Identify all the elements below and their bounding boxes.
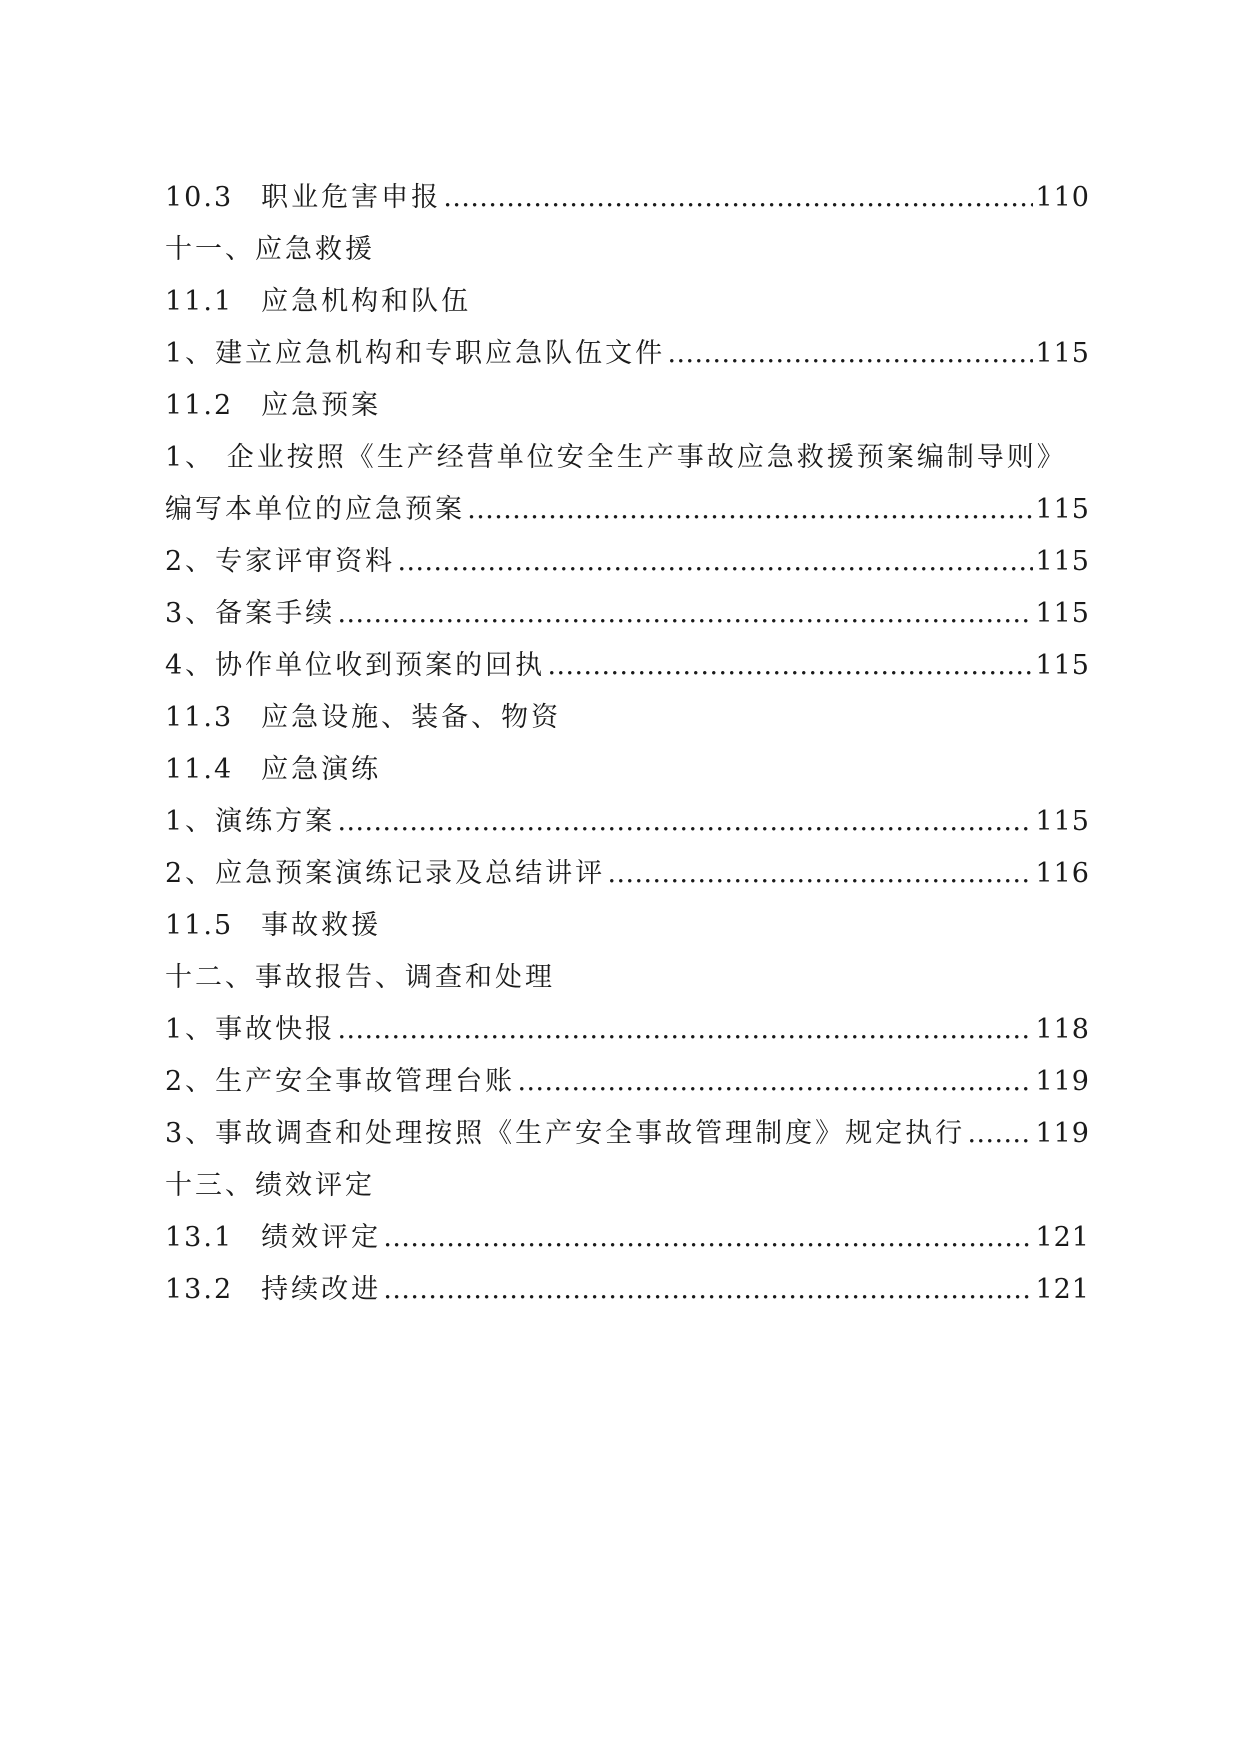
entry-title: 2、生产安全事故管理台账 <box>165 1066 516 1097</box>
page-number: 121 <box>1035 1222 1090 1253</box>
entry-title: 1、演练方案 <box>165 806 336 837</box>
page-number: 115 <box>1035 806 1090 837</box>
toc-chapter-13[interactable] <box>165 1160 1090 1212</box>
entry-title: 应急设施、装备、物资 <box>261 702 562 733</box>
chapter-title: 十三、绩效评定 <box>165 1170 375 1201</box>
toc-entry-13-1[interactable] <box>165 1212 1090 1264</box>
section-number: 11.5 <box>165 910 234 941</box>
entry-title: 1、事故快报 <box>165 1014 336 1045</box>
entry-title: 职业危害申报 <box>261 182 442 213</box>
entry-title: 应急演练 <box>261 754 382 785</box>
dot-leader <box>607 848 1033 900</box>
dot-leader <box>383 1212 1033 1264</box>
page-number: 115 <box>1035 650 1090 681</box>
toc-item[interactable] <box>165 848 1090 900</box>
page-number: 115 <box>1035 546 1090 577</box>
dot-leader <box>967 1108 1033 1160</box>
section-number: 11.3 <box>165 702 234 733</box>
entry-title: 4、协作单位收到预案的回执 <box>165 650 546 681</box>
entry-title: 3、事故调查和处理按照《生产安全事故管理制度》规定执行 <box>165 1118 966 1149</box>
section-number: 11.4 <box>165 754 234 785</box>
toc-chapter-11[interactable] <box>165 224 1090 276</box>
section-number: 13.2 <box>165 1274 234 1305</box>
entry-title: 持续改进 <box>261 1274 382 1305</box>
toc-entry-11-2[interactable] <box>165 380 1090 432</box>
table-of-contents <box>165 172 1090 1316</box>
toc-entry-11-3[interactable] <box>165 692 1090 744</box>
toc-entry-13-2[interactable] <box>165 1264 1090 1316</box>
toc-chapter-12[interactable] <box>165 952 1090 1004</box>
page-number: 115 <box>1035 494 1090 525</box>
section-number: 10.3 <box>165 182 234 213</box>
toc-item-multiline[interactable] <box>165 432 1090 536</box>
chapter-title: 十二、事故报告、调查和处理 <box>165 962 555 993</box>
dot-leader <box>397 536 1033 588</box>
page-number: 115 <box>1035 598 1090 629</box>
entry-title: 2、应急预案演练记录及总结讲评 <box>165 858 606 889</box>
toc-entry-10-3[interactable] <box>165 172 1090 224</box>
toc-item[interactable] <box>165 640 1090 692</box>
toc-entry-11-5[interactable] <box>165 900 1090 952</box>
entry-title: 1、 企业按照《生产经营单位安全生产事故应急救援预案编制导则》 <box>165 442 1067 473</box>
section-number: 11.1 <box>165 286 234 317</box>
entry-title: 绩效评定 <box>261 1222 382 1253</box>
toc-entry-11-4[interactable] <box>165 744 1090 796</box>
entry-title: 应急机构和队伍 <box>261 286 472 317</box>
page-number: 110 <box>1035 182 1090 213</box>
toc-entry-11-1[interactable] <box>165 276 1090 328</box>
dot-leader <box>443 172 1033 224</box>
dot-leader <box>337 588 1033 640</box>
toc-item[interactable] <box>165 1108 1090 1160</box>
chapter-title: 十一、应急救援 <box>165 234 375 265</box>
page-number: 121 <box>1035 1274 1090 1305</box>
dot-leader <box>547 640 1033 692</box>
toc-item[interactable] <box>165 536 1090 588</box>
section-number: 11.2 <box>165 390 234 421</box>
entry-title: 事故救援 <box>261 910 382 941</box>
page-number: 118 <box>1035 1014 1090 1045</box>
toc-item[interactable] <box>165 328 1090 380</box>
dot-leader <box>467 484 1033 536</box>
dot-leader <box>517 1056 1033 1108</box>
toc-item[interactable] <box>165 796 1090 848</box>
page-number: 119 <box>1035 1118 1090 1149</box>
page-number: 119 <box>1035 1066 1090 1097</box>
entry-title: 1、建立应急机构和专职应急队伍文件 <box>165 338 666 369</box>
page-number: 115 <box>1035 338 1090 369</box>
toc-item[interactable] <box>165 1004 1090 1056</box>
toc-item[interactable] <box>165 1056 1090 1108</box>
entry-title: 应急预案 <box>261 390 382 421</box>
dot-leader <box>337 1004 1033 1056</box>
dot-leader <box>383 1264 1033 1316</box>
dot-leader <box>337 796 1033 848</box>
section-number: 13.1 <box>165 1222 234 1253</box>
dot-leader <box>667 328 1033 380</box>
entry-title-continued: 编写本单位的应急预案 <box>165 494 465 525</box>
page-number: 116 <box>1035 858 1090 889</box>
entry-title: 2、专家评审资料 <box>165 546 396 577</box>
entry-title: 3、备案手续 <box>165 598 336 629</box>
toc-item[interactable] <box>165 588 1090 640</box>
